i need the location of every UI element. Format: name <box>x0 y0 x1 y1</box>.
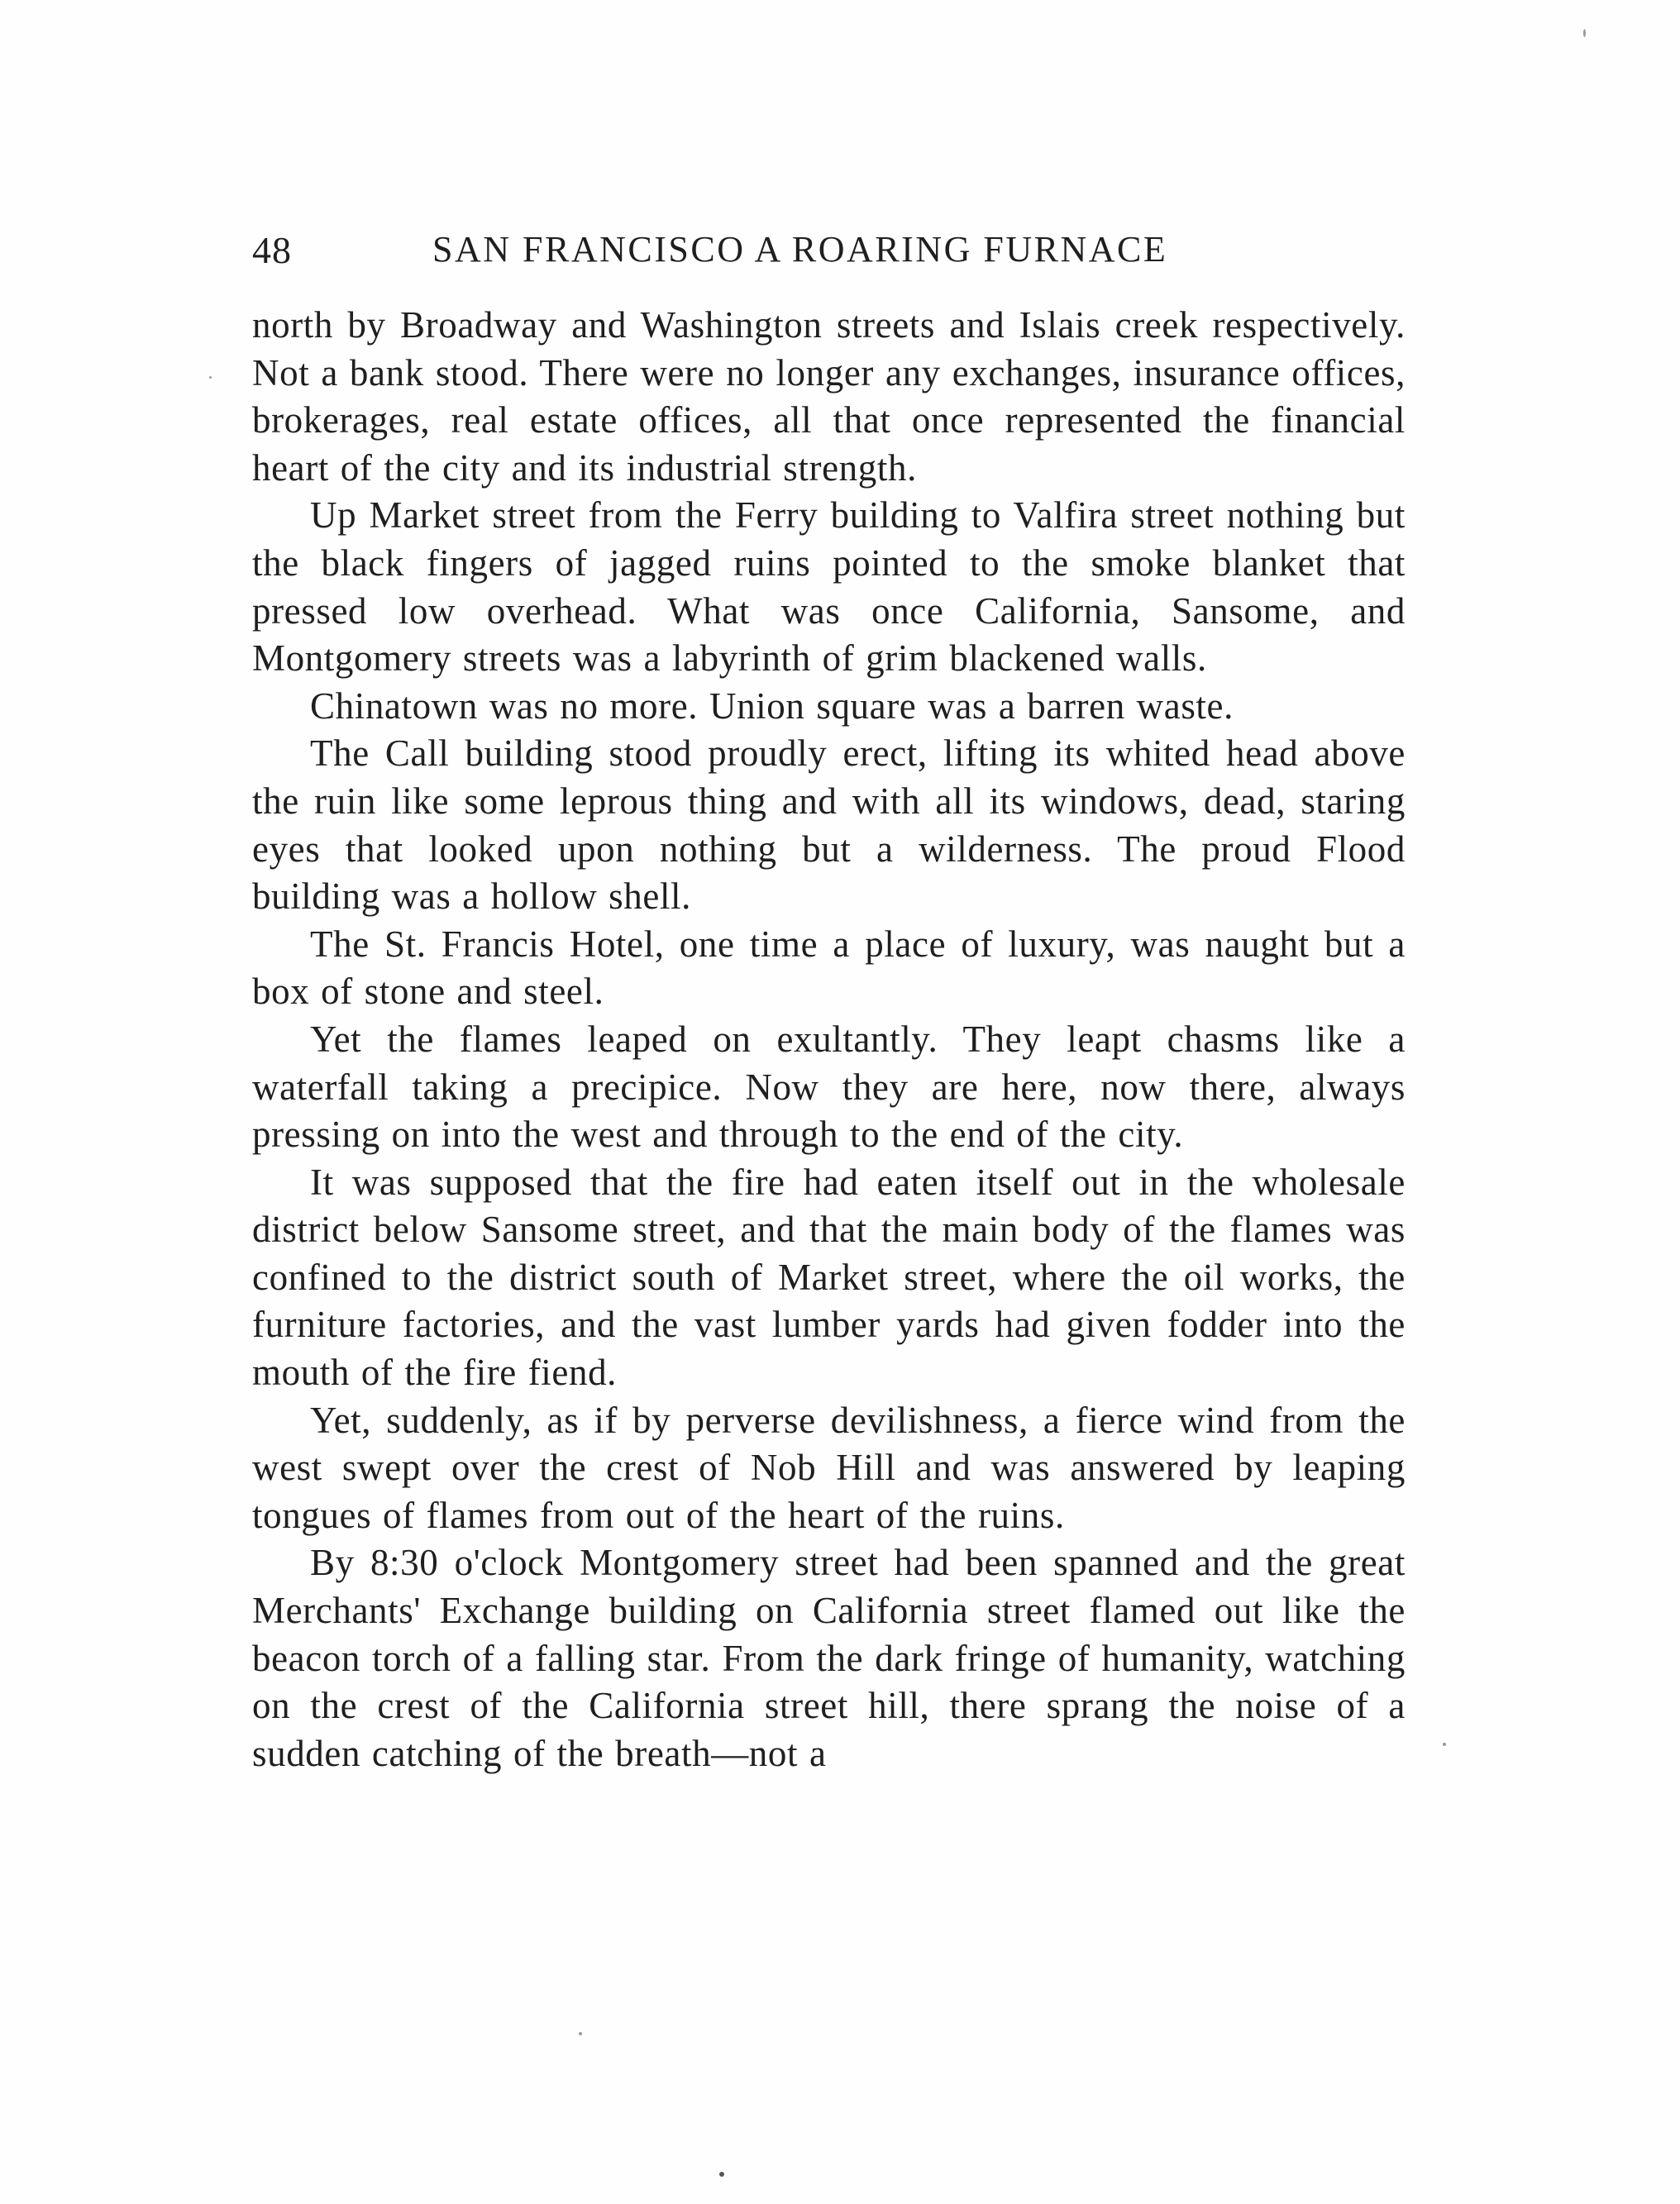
page-number: 48 <box>252 229 292 271</box>
paragraph-7: It was supposed that the fire had eaten itself out in the wholesale district below Sansome street, and that the main body of the flames was confined to the district south of Market street, where the oil works, the furniture factories, and the vast lumber yards had given fodder into the mouth of the fire fiend. <box>252 1161 1406 1394</box>
paragraph-5: The St. Francis Hotel, one time a place of luxury, was naught but a box of stone and steel. <box>252 923 1406 1013</box>
paragraph-9: By 8:30 o'clock Montgomery street had been spanned and the great Merchants' Exchange building on California street flamed out like the beacon torch of a falling star. From the dark fringe of humanity, watching on the crest of the California street hill, there sprang the noise of a sudden catching of the breath—not a <box>252 1542 1406 1774</box>
paragraph-1: north by Broadway and Washington streets and Islais creek respectively. Not a bank stood. There were no longer any exchanges, insurance offices, brokerages, real estate offices, all that once represented the financial heart of the city and its industrial strength. <box>252 304 1406 489</box>
paragraph-2: Up Market street from the Ferry building to Valfira street nothing but the black fingers of jagged ruins pointed to the smoke blanket that pressed low overhead. What was once California, Sansome, and Montgomery streets was a labyrinth of grim blackened walls. <box>252 494 1406 680</box>
scan-speck <box>1443 1743 1446 1746</box>
scan-speck <box>209 376 212 379</box>
paragraph-3: Chinatown was no more. Union square was a barren waste. <box>310 685 1234 727</box>
running-head <box>252 223 1406 289</box>
scan-speck <box>579 2032 582 2035</box>
running-title: SAN FRANCISCO A ROARING FURNACE <box>432 229 1168 270</box>
scan-speck <box>719 2172 724 2177</box>
body-text <box>252 302 1406 1777</box>
paragraph-4: The Call building stood proudly erect, lifting its whited head above the ruin like some leprous thing and with all its windows, dead, staring eyes that looked upon nothing but a wilderness. The proud Flood building was a hollow shell. <box>252 732 1406 918</box>
paragraph-8: Yet, suddenly, as if by perverse devilishness, a fierce wind from the west swept over the crest of Nob Hill and was answered by leaping tongues of flames from out of the heart of the ruins. <box>252 1399 1406 1536</box>
paragraph-6: Yet the flames leaped on exultantly. They leapt chasms like a waterfall taking a precipice. Now they are here, now there, always pressing on into the west and through to the end of the city. <box>252 1018 1406 1156</box>
scan-speck <box>1583 29 1586 37</box>
